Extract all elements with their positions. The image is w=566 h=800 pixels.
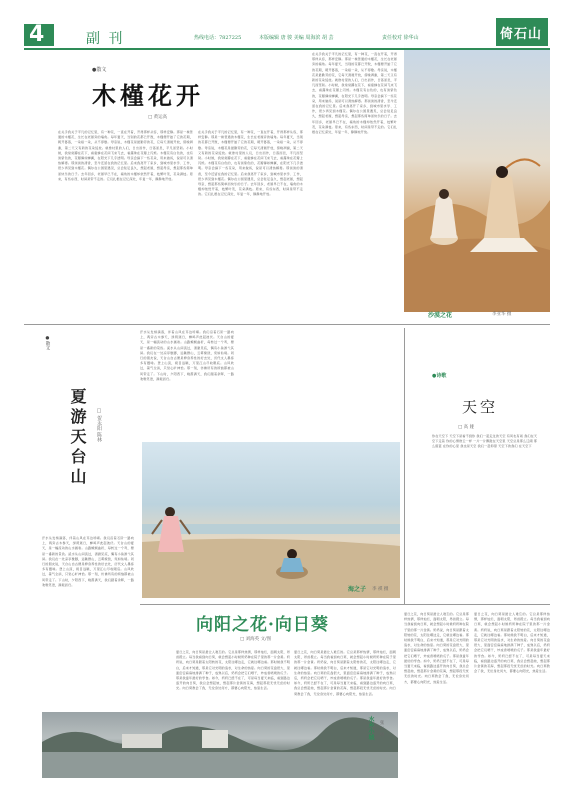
desert-photo-credit: 李亚华 摄 xyxy=(492,312,512,317)
xiayou-title: 夏游天台山 xyxy=(68,388,87,488)
xiangri-body-col1: 夏日之花，向日葵是最让人难忘的。它总是那样热情，那样灿烂，面朝太阳，昂首挺立。每当我看到向日葵，就会想起小时候奶奶种在院子里的那一片金黄。奶奶说，向日葵是跟着太阳转的花，太阳往哪边走，它就往哪边看。那时候我不明白，后来才知道，那是它对光明的追求，对生命的热爱。向日葵的花盘很大，里面密密麻麻地排满了种子，成熟以后，奶奶会把它们晒干，炒成香喷喷的瓜子。那是我童年最好的零食。如今，奶奶已经不在了，可是每当夏天来临，看到路边盛开的向日葵，我总会想起她，想起那片金黄的花海，想起那段无忧无虑的时光。向日葵教会了我，无论身处何方，都要心向阳光，热爱生活。 xyxy=(176,650,290,691)
muqinhua-tag: ●散文 xyxy=(92,67,107,73)
beach-scene-icon xyxy=(142,442,400,598)
muqinhua-body-col3: 在关乎我关于平凡的记忆里，有一种花，一直在开着，开得那样从容，那样安静。那是一株普通的木槿花，生长在老屋旁的墙角。每年夏天，当别的花都已开败，木槿便开始了它的花期，朝开暮落，一朵接一朵，从不停歇。母亲说，木槿花是最勤劳的花，它每天清晨开放，傍晚凋谢，第二天又有新的花朵绽放。就像村里的人们，日出而作，日落而息，平凡而坚韧。小时候，我常常蹲在花下，看蜜蜂在花间飞来飞去，看露珠在花瓣上闪烁。木槿花有白色的，也有淡紫色的，花瓣薄如蝉翼，在阳光下几乎透明。母亲会摘下一些花朵，用来做汤，说是可以清热解毒。那淡淡的清香，至今还留在我的记忆里。后来我离开了家乡，到城市里求学、工作，很少再见到木槿花。偶尔在公园里遇见，总会驻足良久，想起老屋，想起母亲，想起那些简单而快乐的日子。去年回乡，老屋早已不在，墙角的木槿却依然开着，枝繁叶茂，花朵满枝。原来，有些东西，时间是带不走的。它们扎根在记忆深处，年复一年，静静地开放。 xyxy=(312,52,397,135)
page-number-box xyxy=(24,24,54,46)
tiankong-body: 你在天空下 天空下是看不到你 我们一起走过的天空 有风也有雨 我们在天空下走着 你的心情像云一样 一片一片飘散在天空里 天空总是那么辽阔 那么蔚蓝 在你的心里 我也是天空 我们一起仰望 天空下的我们 在天空下 xyxy=(432,434,538,449)
logo-box xyxy=(496,18,548,46)
tiankong-title: 天空 xyxy=(462,398,499,416)
tiankong-tag: ●诗歌 xyxy=(432,373,447,379)
watertown-photo xyxy=(42,712,398,778)
mid-column-rule xyxy=(404,328,405,604)
watertown-caption: 水乡小城 xyxy=(367,716,374,740)
xiangri-body-col2: 夏日之花，向日葵是最让人难忘的。它总是那样热情，那样灿烂，面朝太阳，昂首挺立。每当我看到向日葵，就会想起小时候奶奶种在院子里的那一片金黄。奶奶说，向日葵是跟着太阳转的花，太阳往哪边走，它就往哪边看。那时候我不明白，后来才知道，那是它对光明的追求，对生命的热爱。向日葵的花盘很大，里面密密麻麻地排满了种子，成熟以后，奶奶会把它们晒干，炒成香喷喷的瓜子。那是我童年最好的零食。如今，奶奶已经不在了，可是每当夏天来临，看到路边盛开的向日葵，我总会想起她，想起那片金黄的花海，想起那段无忧无虑的时光。向日葵教会了我，无论身处何方，都要心向阳光，热爱生活。 xyxy=(294,650,396,696)
editor-line: 本版编辑 唐 骏 美编 周海滨 胡 芸 xyxy=(259,35,334,41)
xiangri-title: 向阳之花·向日葵 xyxy=(196,615,329,635)
phone-line: 热线电话：7827225 xyxy=(194,35,242,41)
tiankong-author: □ 高 娅 xyxy=(458,425,475,430)
page-number: 4 xyxy=(29,22,45,47)
xiangri-body-col3: 夏日之花，向日葵是最让人难忘的。它总是那样热情，那样灿烂，面朝太阳，昂首挺立。每当我看到向日葵，就会想起小时候奶奶种在院子里的那一片金黄。奶奶说，向日葵是跟着太阳转的花，太阳往哪边走，它就往哪边看。那时候我不明白，后来才知道，那是它对光明的追求，对生命的热爱。向日葵的花盘很大，里面密密麻麻地排满了种子，成熟以后，奶奶会把它们晒干，炒成香喷喷的瓜子。那是我童年最好的零食。如今，奶奶已经不在了，可是每当夏天来临，看到路边盛开的向日葵，我总会想起她，想起那片金黄的花海，想起那段无忧无虑的时光。向日葵教会了我，无论身处何方，都要心向阳光，热爱生活。 xyxy=(404,612,469,684)
proofread-line: 责任校对 徐华山 xyxy=(382,35,419,41)
desert-photo xyxy=(404,50,550,312)
mid-section-rule xyxy=(140,604,550,605)
beach-photo-credit: 李 祺 摄 xyxy=(372,587,389,592)
xiangri-body-col4: 夏日之花，向日葵是最让人难忘的。它总是那样热情，那样灿烂，面朝太阳，昂首挺立。每当我看到向日葵，就会想起小时候奶奶种在院子里的那一片金黄。奶奶说，向日葵是跟着太阳转的花，太阳往哪边走，它就往哪边看。那时候我不明白，后来才知道，那是它对光明的追求，对生命的热爱。向日葵的花盘很大，里面密密麻麻地排满了种子，成熟以后，奶奶会把它们晒干，炒成香喷喷的瓜子。那是我童年最好的零食。如今，奶奶已经不在了，可是每当夏天来临，看到路边盛开的向日葵，我总会想起她，想起那片金黄的花海，想起那段无忧无虑的时光。向日葵教会了我，无论身处何方，都要心向阳光，热爱生活。 xyxy=(474,612,550,674)
watertown-credit: 张 仁 摄 xyxy=(379,720,384,737)
xiayou-body-col1: 汗水从发梢滴落，伴着山风在耳边呼啸。我们沿着石阶一路向上，两旁古木参天，绿荫遮日，蝉鸣声此起彼伏。天台山的夏天，是一幅流动的山水画卷。山路蜿蜒曲折，每转过一个弯，便是一番新的景致。溪水从山间流过，清澈见底，偶有小鱼游弋其间。我们在一处凉亭歇脚，远眺群山，云雾缭绕，宛如仙境。同行的朋友说，天台山自古便是修身养性的好去处，历代文人墨客多有题咏。登上山顶，极目远眺，万里江山尽收眼底。山风吹过，暑气全消，只觉心旷神怡。那一刻，仿佛所有的烦恼都被山风带走了。下山时，夕阳西下，晚霞满天，我们踏着余晖，一路欢歌笑语，满载而归。 xyxy=(42,536,134,587)
muqinhua-body-col2: 在关乎我关于平凡的记忆里，有一种花，一直在开着，开得那样从容，那样安静。那是一株普通的木槿花，生长在老屋旁的墙角。每年夏天，当别的花都已开败，木槿便开始了它的花期，朝开暮落，一朵接一朵，从不停歇。母亲说，木槿花是最勤劳的花，它每天清晨开放，傍晚凋谢，第二天又有新的花朵绽放。就像村里的人们，日出而作，日落而息，平凡而坚韧。小时候，我常常蹲在花下，看蜜蜂在花间飞来飞去，看露珠在花瓣上闪烁。木槿花有白色的，也有淡紫色的，花瓣薄如蝉翼，在阳光下几乎透明。母亲会摘下一些花朵，用来做汤，说是可以清热解毒。那淡淡的清香，至今还留在我的记忆里。后来我离开了家乡，到城市里求学、工作，很少再见到木槿花。偶尔在公园里遇见，总会驻足良久，想起老屋，想起母亲，想起那些简单而快乐的日子。去年回乡，老屋早已不在，墙角的木槿却依然开着，枝繁叶茂，花朵满枝。原来，有些东西，时间是带不走的。它们扎根在记忆深处，年复一年，静静地开放。 xyxy=(198,130,303,197)
muqinhua-title: 木槿花开 xyxy=(92,81,204,110)
top-section-rule xyxy=(24,324,550,325)
beach-photo-caption: 海之子 xyxy=(348,586,367,593)
muqinhua-body-col1: 在关乎我关于平凡的记忆里，有一种花，一直在开着，开得那样从容，那样安静。那是一株普通的木槿花，生长在老屋旁的墙角。每年夏天，当别的花都已开败，木槿便开始了它的花期，朝开暮落，一朵接一朵，从不停歇。母亲说，木槿花是最勤劳的花，它每天清晨开放，傍晚凋谢，第二天又有新的花朵绽放。就像村里的人们，日出而作，日落而息，平凡而坚韧。小时候，我常常蹲在花下，看蜜蜂在花间飞来飞去，看露珠在花瓣上闪烁。木槿花有白色的，也有淡紫色的，花瓣薄如蝉翼，在阳光下几乎透明。母亲会摘下一些花朵，用来做汤，说是可以清热解毒。那淡淡的清香，至今还留在我的记忆里。后来我离开了家乡，到城市里求学、工作，很少再见到木槿花。偶尔在公园里遇见，总会驻足良久，想起老屋，想起母亲，想起那些简单而快乐的日子。去年回乡，老屋早已不在，墙角的木槿却依然开着，枝繁叶茂，花朵满枝。原来，有些东西，时间是带不走的。它们扎根在记忆深处，年复一年，静静地开放。 xyxy=(58,130,193,181)
desert-scene-icon xyxy=(404,50,550,312)
muqinhua-author: □ 黄运高 xyxy=(148,115,168,120)
desert-photo-caption: 沙漠之花 xyxy=(428,312,453,319)
logo-text: 倚石山 xyxy=(500,27,543,42)
watertown-scene-icon xyxy=(42,712,398,778)
xiayou-tag: ●散文 xyxy=(45,336,50,350)
xiangri-author: □ 刘海英 文/图 xyxy=(240,637,272,642)
xiayou-body-col2: 汗水从发梢滴落，伴着山风在耳边呼啸。我们沿着石阶一路向上，两旁古木参天，绿荫遮日，蝉鸣声此起彼伏。天台山的夏天，是一幅流动的山水画卷。山路蜿蜒曲折，每转过一个弯，便是一番新的景致。溪水从山间流过，清澈见底，偶有小鱼游弋其间。我们在一处凉亭歇脚，远眺群山，云雾缭绕，宛如仙境。同行的朋友说，天台山自古便是修身养性的好去处，历代文人墨客多有题咏。登上山顶，极目远眺，万里江山尽收眼底。山风吹过，暑气全消，只觉心旷神怡。那一刻，仿佛所有的烦恼都被山风带走了。下山时，夕阳西下，晚霞满天，我们踏着余晖，一路欢歌笑语，满载而归。 xyxy=(140,330,234,381)
page-header xyxy=(24,18,550,48)
section-name: 副 刊 xyxy=(86,31,125,47)
xiayou-author: □ 贺永阳 陈林 xyxy=(96,408,102,443)
beach-photo xyxy=(142,442,400,598)
